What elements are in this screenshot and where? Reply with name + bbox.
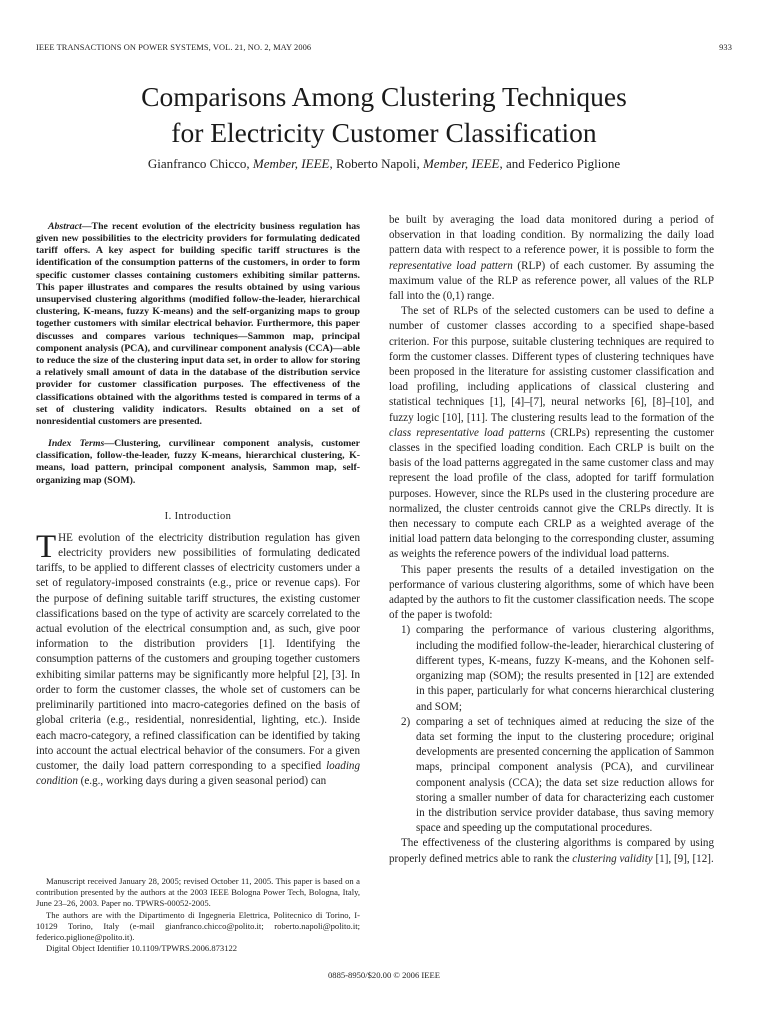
abstract-label: Abstract	[48, 220, 82, 232]
abstract	[36, 221, 360, 428]
section-heading-introduction: I. Introduction	[164, 510, 232, 522]
list-item: 2) comparing a set of techniques aimed at reducing the size of the data set forming the input to the clustering procedure; original developments are presented concerning the application of Sammon maps, principal component analysis (PCA), and curvilinear component analysis (CCA); the data set size reduction allows for storing a smaller number of data for characterizing each customer in the distribution service provider database, thus saving memory space and speeding up the computational procedures.	[401, 715, 714, 835]
title-line-2: for Electricity Customer Classification	[171, 117, 597, 148]
footnote-affiliation: The authors are with the Dipartimento di Ingegneria Elettrica, Politecnico di Torino, I-10129 Torino, Italy (e-mail gianfranco.chicco@polito.it; roberto.napoli@polito.it; federico.piglione@polito.it).	[36, 909, 360, 943]
author-2: Roberto Napoli	[335, 156, 417, 171]
author-2-membership: Member, IEEE	[422, 156, 500, 171]
footnote-doi: Digital Object Identifier 10.1109/TPWRS.2006.873122	[46, 943, 238, 954]
copyright-footer: 0885-8950/$20.00 © 2006 IEEE	[327, 970, 441, 980]
author-1: Gianfranco Chicco	[147, 156, 247, 171]
index-terms-label: Index Terms	[48, 438, 105, 450]
clustering-paragraph: The set of RLPs of the selected customers can be used to define a number of customer classes according to a specified shape-based criterion. For this purpose, suitable clustering techniques are required to form the customer classes. Different types of clustering techniques have been proposed in the literature for assisting customer classification and load profiling, including applications of classical clustering and statistical techniques [1], [4]–[7], neural networks [6], [8]–[10], and fuzzy logic [10], [11]. The clustering results lead to the formation of the class representative load patterns (CRLPs) representing the customer classes in the specified loading condition. Each CRLP is built on the basis of the load patterns aggregated in the same customer class and may represent the load profile of the class, adopted for tariff formulation purposes. However, since the RLPs used in the clustering procedure are normalized, the cluster centroids cannot give the CRLPs directly. It is then necessary to compute each CRLP as a weighted average of the initial load pattern data belonging to the corresponding cluster, assuming as weights the reference powers of the individual load patterns.	[389, 305, 715, 561]
index-terms	[36, 438, 360, 487]
author-1-membership: Member, IEEE	[252, 156, 330, 171]
intro-paragraph: THE evolution of the electricity distribution regulation has given electricity providers new possibilities of formulating dedicated tariffs, to be applied to different classes of electricity customers under a set of regulatory-imposed constraints (e.g., price or revenue caps). For the purpose of defining suitable tariff structures, the existing customer classifications based on the type of activity are scarcely correlated to the actual evolution of the electrical consumption and, as such, give poor information to the distribution providers [1]. Identifying the consumption patterns of the customers and grouping together customers exhibiting similar patterns may be significantly more helpful [2], [3]. In order to form the customer classes, the whole set of customers can be preliminarily partitioned into macro-categories defined on the basis of global criteria (e.g., residential, nonresidential, lighting, etc.). Inside each macro-category, a refined classification can be identified by taking into account the actual electrical behavior of the consumers. For a given customer, the daily load pattern corresponding to a specified loading condition (e.g., working days during a given seasonal period) can	[36, 528, 360, 788]
author-line: Gianfranco Chicco, Member, IEEE, Roberto Napoli, Member, IEEE, and Federico Piglione	[147, 156, 621, 171]
drop-cap: T	[36, 528, 57, 565]
footnotes	[36, 876, 360, 954]
right-column	[389, 213, 714, 867]
scope-paragraph: This paper presents the results of a detailed investigation on the performance of various clustering algorithms, some of which have been adapted by the authors to fit the customer classification needs. The scope of the paper is twofold:	[389, 563, 714, 622]
page-number: 933	[719, 43, 732, 52]
scope-list	[389, 623, 714, 836]
effectiveness-paragraph: The effectiveness of the clustering algorithms is compared by using properly defined metrics able to rank the clustering validity [1], [9], [12].	[389, 837, 714, 865]
footnote-manuscript: Manuscript received January 28, 2005; revised October 11, 2005. This paper is based on a contribution presented by the authors at the 2003 IEEE Bologna Power Tech, Bologna, Italy, June 23–26, 2003. Paper no. TPWRS-00052-2005.	[36, 876, 360, 909]
list-item: 1) comparing the performance of various clustering algorithms, including the modified follow-the-leader, hierarchical clustering of different types, K-means, fuzzy K-means, and the Kohonen self-organizing map (SOM); the results presented in [12] are extended in this paper, particularly for what concerns hierarchical clustering and SOM;	[401, 624, 714, 713]
journal-header: IEEE TRANSACTIONS ON POWER SYSTEMS, VOL. 21, NO. 2, MAY 2006	[36, 43, 312, 52]
rlp-paragraph: be built by averaging the load data monitored during a period of observation in that loading condition. By normalizing the daily load pattern data with respect to a reference power, it is possible to form the representative load pattern (RLP) of each customer. By assuming the maximum value of the RLP as reference power, all values of the RLP fall into the (0,1) range.	[389, 214, 714, 303]
title-line-1: Comparisons Among Clustering Techniques	[141, 81, 627, 112]
running-header	[36, 43, 732, 55]
paper-title	[0, 79, 768, 151]
left-column	[36, 211, 360, 789]
author-3: Federico Piglione	[528, 156, 621, 171]
index-terms-text: —Clustering, curvilinear component analysis, customer classification, follow-the-leader, fuzzy K-means, hierarchical clustering, K-means, load pattern, principal component analysis, Sammon map, self-organizing map (SOM).	[36, 438, 360, 486]
abstract-text: —The recent evolution of the electricity business regulation has given new possibilities to the electricity providers for formulating dedicated tariff offers. A key aspect for building specific tariff structures is the identification of the consumption patterns of the customers, in order to form specific customer classes containing customers exhibiting similar patterns. This paper illustrates and compares the results obtained by using various unsupervised clustering algorithms (modified follow-the-leader, hierarchical clustering, K-means, fuzzy K-means) and the self-organizing maps to group together customers with similar electrical behavior. Furthermore, this paper discusses and compares various techniques—Sammon map, principal component analysis (PCA), and curvilinear component analysis (CCA)—able to reduce the size of the clustering input data set, in order to allow for storing a relatively small amount of data in the database of the distribution service provider for customer classification purposes. The effectiveness of the classifications obtained with the algorithms tested is compared in terms of a set of clustering validity indicators. Results obtained on a set of nonresidential customers are presented.	[36, 220, 360, 428]
